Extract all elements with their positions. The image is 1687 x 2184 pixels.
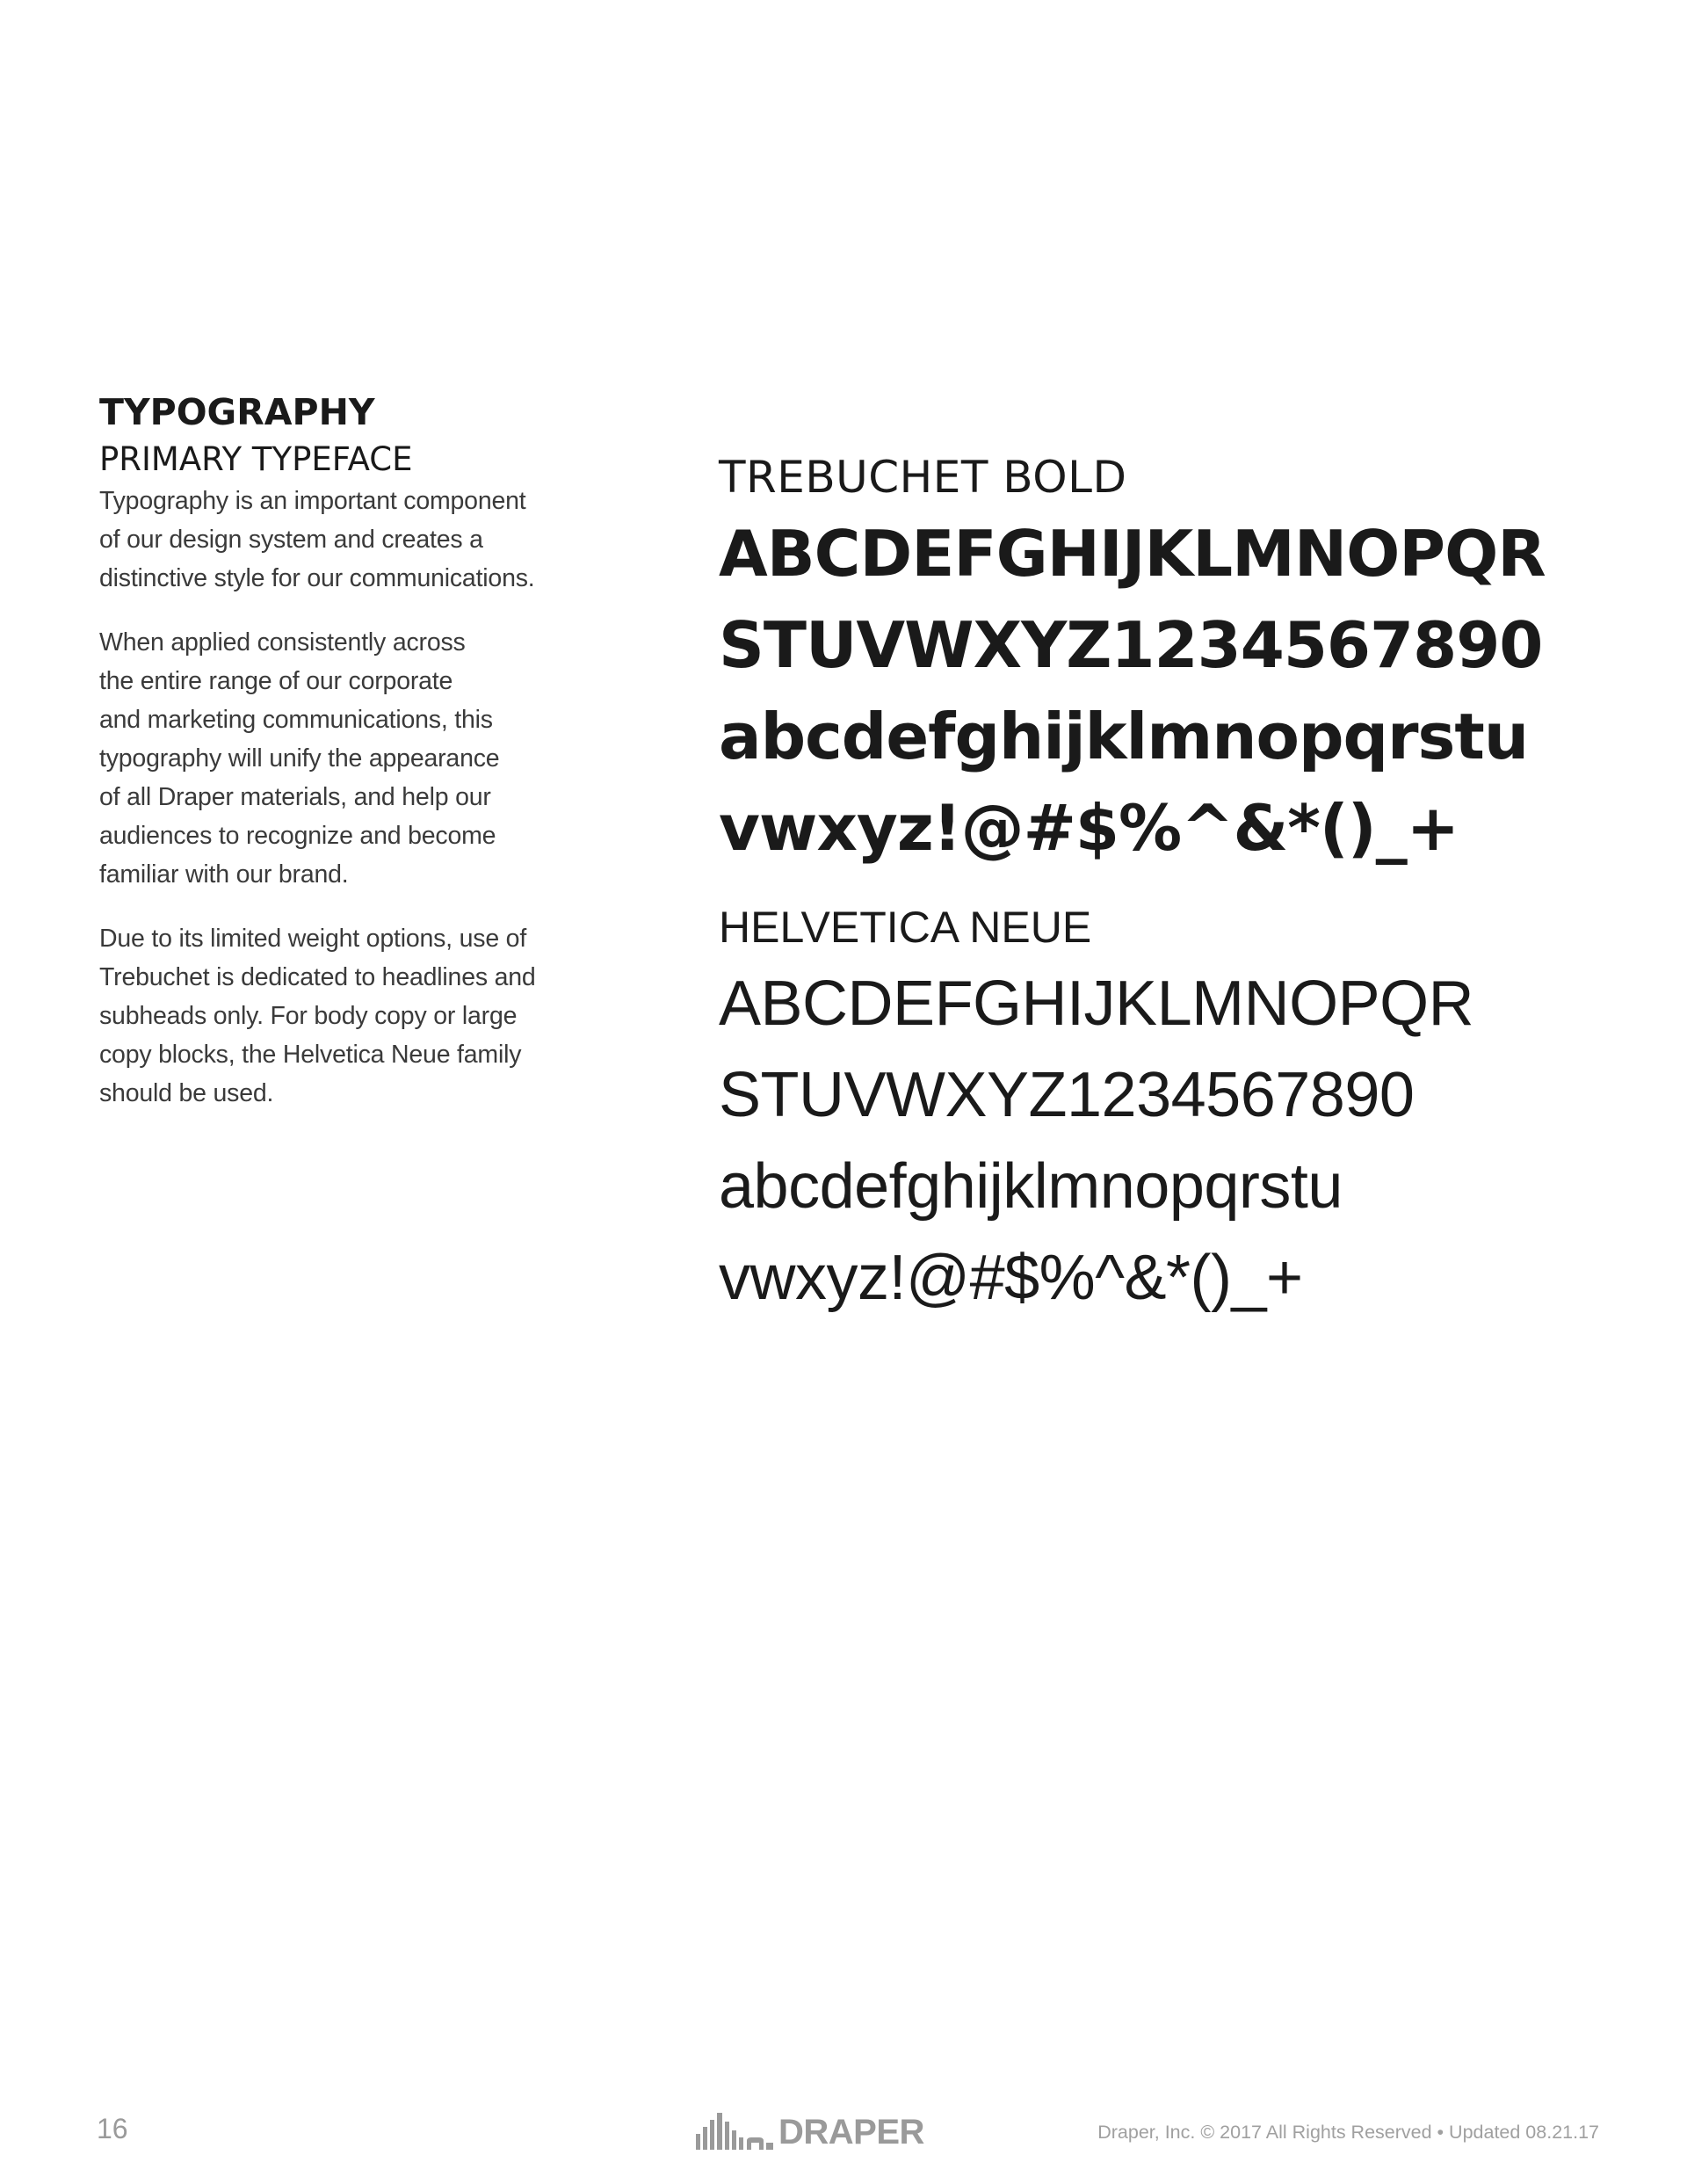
specimen-line: vwxyz!@#$%^&*()_+ xyxy=(719,1243,1303,1313)
trebuchet-specimen xyxy=(719,446,1641,874)
paragraph-line: of all Draper materials, and help our xyxy=(99,783,491,811)
specimen-line: ABCDEFGHIJKLMNOPQR xyxy=(719,969,1474,1039)
paragraph-line: subheads only. For body copy or large xyxy=(99,1002,518,1030)
paragraph-line: typography will unify the appearance xyxy=(99,744,500,773)
logo-text: DRAPER xyxy=(778,2113,924,2151)
typeface-specimens xyxy=(719,446,1641,1324)
paragraph-line: Due to its limited weight options, use of xyxy=(99,925,527,953)
paragraph-line: audiences to recognize and become xyxy=(99,822,496,850)
specimen-name: TREBUCHET BOLD xyxy=(719,452,1127,503)
skyline-logo-icon xyxy=(696,2111,777,2150)
section-title: TYPOGRAPHY xyxy=(99,391,375,433)
consistency-paragraph xyxy=(99,623,591,894)
paragraph-line: Trebuchet is dedicated to headlines and xyxy=(99,963,536,991)
page-number: 16 xyxy=(97,2113,128,2144)
paragraph-line: the entire range of our corporate xyxy=(99,667,453,695)
specimen-line: STUVWXYZ1234567890 xyxy=(719,1060,1415,1130)
specimen-line: abcdefghijklmnopqrstu xyxy=(719,1151,1343,1222)
specimen-line: vwxyz!@#$%^&*()_+ xyxy=(719,791,1459,865)
draper-logo xyxy=(696,2111,924,2150)
specimen-name: HELVETICA NEUE xyxy=(719,903,1092,952)
paragraph-line: Typography is an important component xyxy=(99,487,526,515)
paragraph-line: distinctive style for our communications. xyxy=(99,564,535,592)
section-subtitle: PRIMARY TYPEFACE xyxy=(99,440,413,478)
paragraph-line: should be used. xyxy=(99,1079,274,1107)
paragraph-line: When applied consistently across xyxy=(99,628,466,657)
paragraph-line: copy blocks, the Helvetica Neue family xyxy=(99,1041,522,1069)
page-footer xyxy=(0,2106,1687,2159)
specimen-line: STUVWXYZ1234567890 xyxy=(719,608,1543,682)
specimen-line: ABCDEFGHIJKLMNOPQR xyxy=(719,517,1546,591)
paragraph-line: and marketing communications, this xyxy=(99,706,493,734)
typography-intro xyxy=(99,387,591,1138)
specimen-line: abcdefghijklmnopqrstu xyxy=(719,700,1529,773)
usage-paragraph xyxy=(99,919,591,1113)
intro-paragraph xyxy=(99,482,591,598)
paragraph-line: of our design system and creates a xyxy=(99,526,483,554)
paragraph-line: familiar with our brand. xyxy=(99,860,349,889)
copyright-notice: Draper, Inc. © 2017 All Rights Reserved • Updated 08.21.17 xyxy=(1097,2122,1599,2143)
helvetica-specimen xyxy=(719,896,1641,1324)
